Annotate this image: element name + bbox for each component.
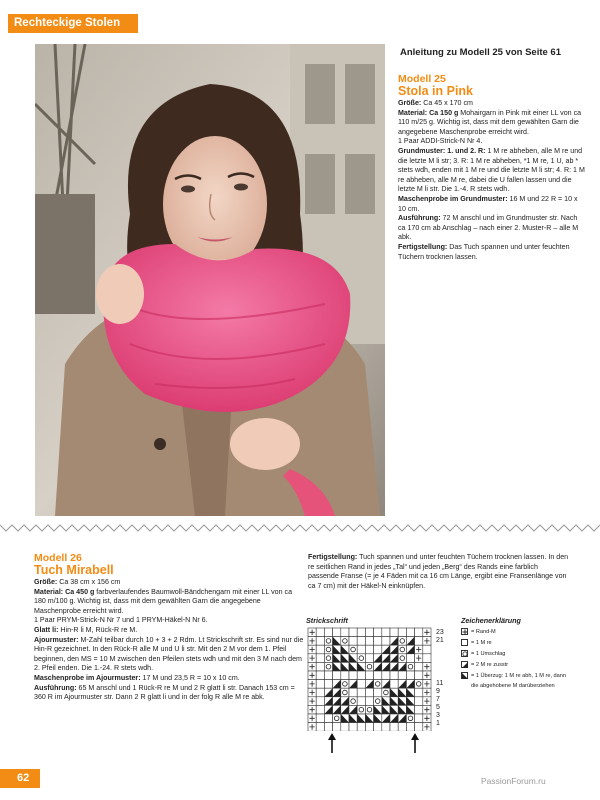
chart-cell <box>374 628 382 637</box>
model26-name: Tuch Mirabell <box>34 563 114 577</box>
chart-cell <box>341 705 349 714</box>
chart-cell <box>382 645 390 654</box>
chart-cell <box>341 654 349 663</box>
chart-cell <box>357 645 365 654</box>
row-label: 5 <box>436 704 440 711</box>
chart-cell <box>308 705 316 714</box>
chart-cell <box>423 697 431 706</box>
model26-number: Modell 26 <box>34 552 82 564</box>
chart-cell <box>390 705 398 714</box>
chart-cell <box>308 645 316 654</box>
chart-cell <box>406 680 414 689</box>
legend-item: = 1 M re <box>461 639 492 647</box>
model26-instructions <box>34 578 304 703</box>
chart-cell <box>349 723 357 731</box>
chart-cell <box>365 688 373 697</box>
legend-item: = 1 Umschlag <box>461 650 505 658</box>
chart-cell <box>357 723 365 731</box>
chart-cell <box>365 662 373 671</box>
chart-cell <box>333 723 341 731</box>
chart-cell <box>324 637 332 646</box>
chart-cell <box>382 662 390 671</box>
chart-cell <box>398 645 406 654</box>
row-label: 23 <box>436 629 444 636</box>
chart-cell <box>308 662 316 671</box>
chart-cell <box>333 680 341 689</box>
chart-cell <box>415 671 423 680</box>
chart-cell <box>382 637 390 646</box>
chart-cell <box>324 628 332 637</box>
chart-cell <box>415 688 423 697</box>
chart-cell <box>349 637 357 646</box>
legend-item: = Rand-M <box>461 628 496 636</box>
chart-cell <box>415 723 423 731</box>
row-label: 7 <box>436 696 440 703</box>
chart-cell <box>365 723 373 731</box>
chart-cell <box>406 628 414 637</box>
chart-cell <box>398 637 406 646</box>
chart-cell <box>390 688 398 697</box>
chart-cell <box>374 637 382 646</box>
chart-cell <box>390 637 398 646</box>
chart-cell <box>382 654 390 663</box>
legend-title: Zeichenerklärung <box>461 616 521 625</box>
chart-cell <box>382 628 390 637</box>
chart-cell <box>333 705 341 714</box>
chart-cell <box>382 714 390 723</box>
chart-cell <box>324 662 332 671</box>
chart-cell <box>316 671 324 680</box>
chart-cell <box>333 628 341 637</box>
chart-cell <box>349 654 357 663</box>
left-triangle-icon <box>461 672 468 679</box>
chart-cell <box>415 662 423 671</box>
chart-cell <box>382 671 390 680</box>
chart-cell <box>349 680 357 689</box>
chart-cell <box>365 697 373 706</box>
chart-cell <box>423 645 431 654</box>
instruction-line: Ajourmuster: M-Zahl teilbar durch 10 + 3 + 2 Rdm. Lt Strickschrift str. Es sind nur die Hin-R gezeichnet. In den Rück-R alle M und U li str. Mit den 2 M vor dem 1. Pfeil beginnen, den MS = 10 M zwischen den Pfeilen stets wdh und mit den 3 M nach dem 2. Pfeil enden. Die 1.-24. R stets wdh. <box>34 635 304 673</box>
chart-cell <box>374 671 382 680</box>
chart-cell <box>349 671 357 680</box>
chart-cell <box>374 645 382 654</box>
chart-cell <box>341 671 349 680</box>
row-label: 21 <box>436 637 444 644</box>
chart-cell <box>398 714 406 723</box>
chart-cell <box>316 680 324 689</box>
chart-cell <box>423 654 431 663</box>
watermark: PassionForum.ru <box>481 776 546 786</box>
chart-cell <box>357 662 365 671</box>
chart-cell <box>308 688 316 697</box>
chart-cell <box>406 662 414 671</box>
instruction-line: Glatt li: Hin-R li M, Rück-R re M. <box>34 625 138 634</box>
instruction-line: Fertigstellung: Das Tuch spannen und unter feuchten Tüchern trocknen lassen. <box>398 242 570 261</box>
chart-cell <box>324 645 332 654</box>
chart-cell <box>398 697 406 706</box>
chart-cell <box>324 680 332 689</box>
chart-cell <box>349 714 357 723</box>
chart-cell <box>374 662 382 671</box>
legend-item: = 2 M re zusstr <box>461 661 508 669</box>
chart-cell <box>341 645 349 654</box>
plus-symbol-icon <box>461 628 468 635</box>
instruction-line: Größe: Ca 45 x 170 cm <box>398 99 473 107</box>
chart-cell <box>349 662 357 671</box>
chart-cell <box>374 688 382 697</box>
model25-instructions <box>398 99 586 262</box>
row-label: 1 <box>436 720 440 727</box>
chart-cell <box>316 714 324 723</box>
chart-cell <box>374 705 382 714</box>
row-label: 11 <box>436 680 444 687</box>
chart-cell <box>415 645 423 654</box>
chart-title: Strickschrift <box>306 616 348 625</box>
chart-cell <box>382 705 390 714</box>
chart-cell <box>357 628 365 637</box>
chart-cell <box>333 671 341 680</box>
chart-cell <box>365 637 373 646</box>
chart-cell <box>324 654 332 663</box>
instruction-line: Ausführung: 72 M anschl und im Grundmuster str. Nach ca 170 cm ab Anschlag – nach einer 2. Muster-R – alle M abk. <box>398 214 579 242</box>
instruction-reference: Anleitung zu Modell 25 von Seite 61 <box>400 47 561 58</box>
chart-cell <box>374 680 382 689</box>
chart-cell <box>415 637 423 646</box>
chart-cell <box>374 723 382 731</box>
chart-cell <box>308 723 316 731</box>
chart-cell <box>365 705 373 714</box>
model25-number: Modell 25 <box>398 73 446 85</box>
chart-cell <box>349 705 357 714</box>
zigzag-divider <box>0 523 600 533</box>
chart-cell <box>415 654 423 663</box>
chart-cell <box>423 714 431 723</box>
chart-cell <box>341 680 349 689</box>
chart-cell <box>365 671 373 680</box>
chart-cell <box>365 714 373 723</box>
chart-cell <box>316 637 324 646</box>
section-tag: Rechteckige Stolen <box>8 14 138 33</box>
chart-cell <box>390 697 398 706</box>
chart-cell <box>341 628 349 637</box>
chart-cell <box>308 654 316 663</box>
chart-cell <box>374 654 382 663</box>
chart-cell <box>357 697 365 706</box>
chart-cell <box>398 723 406 731</box>
chart-cell <box>333 645 341 654</box>
chart-cell <box>324 697 332 706</box>
chart-cell <box>308 671 316 680</box>
chart-cell <box>333 697 341 706</box>
chart-cell <box>390 628 398 637</box>
chart-cell <box>357 688 365 697</box>
chart-cell <box>406 637 414 646</box>
legend-item: = 1 Überzug: 1 M re abh, 1 M re, dann <box>461 672 566 680</box>
instruction-line: Größe: Ca 38 cm x 156 cm <box>34 578 121 586</box>
chart-cell <box>406 688 414 697</box>
chart-cell <box>308 697 316 706</box>
chart-cell <box>382 688 390 697</box>
chart-cell <box>415 705 423 714</box>
chart-cell <box>406 645 414 654</box>
chart-cell <box>374 697 382 706</box>
right-triangle-icon <box>461 661 468 668</box>
chart-cell <box>382 680 390 689</box>
chart-cell <box>415 680 423 689</box>
chart-cell <box>398 688 406 697</box>
row-label: 9 <box>436 688 440 695</box>
chart-cell <box>398 628 406 637</box>
chart-cell <box>333 662 341 671</box>
chart-cell <box>423 637 431 646</box>
chart-cell <box>398 662 406 671</box>
chart-cell <box>406 723 414 731</box>
chart-cell <box>357 654 365 663</box>
chart-cell <box>308 680 316 689</box>
chart-cell <box>423 671 431 680</box>
chart-cell <box>382 723 390 731</box>
chart-cell <box>390 662 398 671</box>
chart-cell <box>423 680 431 689</box>
circle-icon <box>461 650 468 657</box>
chart-cell <box>357 637 365 646</box>
chart-cell <box>333 688 341 697</box>
chart-cell <box>390 645 398 654</box>
chart-cell <box>357 680 365 689</box>
chart-cell <box>324 714 332 723</box>
chart-cell <box>357 671 365 680</box>
chart-cell <box>316 662 324 671</box>
knitting-chart <box>307 627 433 731</box>
chart-cell <box>349 697 357 706</box>
chart-cell <box>398 680 406 689</box>
model-photo <box>35 44 385 516</box>
page-number: 62 <box>0 769 40 788</box>
instruction-line: Grundmuster: 1. und 2. R: 1 M re abheben, alle M re und die letzte M li str; 3. R: 1 M re abheben, *1 M re, 1 U, ab * stets wdh, enden mit 1 M re und die letzte M li str; 4. R: 1 M re abheben, alle M re, dabei die U fallen lassen und die letzte M li str. Die 1.-4. R stets wdh. <box>398 146 585 194</box>
chart-cell <box>316 688 324 697</box>
chart-cell <box>365 645 373 654</box>
chart-cell <box>365 654 373 663</box>
chart-cell <box>382 697 390 706</box>
chart-cell <box>415 697 423 706</box>
instruction-line: Maschenprobe im Grundmuster: 16 M und 22 R = 10 x 10 cm. <box>398 194 578 213</box>
model25-section <box>398 74 586 262</box>
chart-cell <box>390 654 398 663</box>
repeat-arrows <box>326 733 426 755</box>
row-label: 3 <box>436 712 440 719</box>
chart-cell <box>415 628 423 637</box>
empty-square-icon <box>461 639 468 646</box>
chart-cell <box>341 662 349 671</box>
photo-illustration <box>35 44 385 516</box>
model25-name: Stola in Pink <box>398 84 474 98</box>
chart-cell <box>374 714 382 723</box>
chart-cell <box>324 723 332 731</box>
chart-cell <box>415 714 423 723</box>
chart-cell <box>423 688 431 697</box>
instruction-line: 1 Paar ADDI-Strick-N Nr 4. <box>398 137 483 146</box>
chart-cell <box>324 688 332 697</box>
chart-cell <box>341 714 349 723</box>
model26-finishing: Fertigstellung: Tuch spannen und unter feuchten Tüchern trocknen lassen. In den re seitlichen Rand in jedes „Tal“ und jeden „Berg“ des Rands eine farblich passende Franse (= je 4 Fäden mit ca 16 cm Länge, ergibt eine Fransenlänge von ca 7 cm) mit der Häkel-N einknüpfen. <box>308 553 569 590</box>
chart-cell <box>423 705 431 714</box>
chart-cell <box>406 697 414 706</box>
chart-cell <box>316 697 324 706</box>
instruction-line: Material: Ca 150 g Mohairgarn in Pink mit einer LL von ca 110 m/25 g. Wichtig ist, dass mit dem gewählten Garn die angegebene Maschenprobe erreicht wird. <box>398 108 582 136</box>
chart-cell <box>316 645 324 654</box>
chart-cell <box>333 654 341 663</box>
chart-cell <box>406 705 414 714</box>
chart-cell <box>390 680 398 689</box>
chart-cell <box>406 654 414 663</box>
chart-cell <box>308 628 316 637</box>
chart-cell <box>316 654 324 663</box>
arrow-up-icon <box>328 733 336 753</box>
arrow-up-icon <box>411 733 419 753</box>
chart-cell <box>423 628 431 637</box>
chart-cell <box>423 723 431 731</box>
model26-section <box>34 553 304 703</box>
chart-cell <box>365 680 373 689</box>
chart-cell <box>341 723 349 731</box>
chart-cell <box>324 705 332 714</box>
chart-cell <box>316 705 324 714</box>
chart-cell <box>341 637 349 646</box>
chart-cell <box>406 671 414 680</box>
chart-cell <box>316 723 324 731</box>
chart-cell <box>390 723 398 731</box>
chart-cell <box>398 654 406 663</box>
instruction-line: Ausführung: 65 M anschl und 1 Rück-R re M und 2 R glatt li str. Danach 153 cm = 360 R im Ajourmuster str. Dann 2 R glatt li und in der folg R alle M re abk. <box>34 683 295 702</box>
chart-cell <box>341 697 349 706</box>
instruction-line: 1 Paar PRYM-Strick-N Nr 7 und 1 PRYM-Häkel-N Nr 6. <box>34 616 208 625</box>
chart-cell <box>349 645 357 654</box>
chart-cell <box>324 671 332 680</box>
chart-cell <box>406 714 414 723</box>
chart-cell <box>398 705 406 714</box>
chart-cell <box>398 671 406 680</box>
instruction-line: Maschenprobe im Ajourmuster: 17 M und 23,5 R = 10 x 10 cm. <box>34 673 240 682</box>
chart-cell <box>390 714 398 723</box>
chart-cell <box>349 688 357 697</box>
chart-cell <box>365 628 373 637</box>
chart-cell <box>349 628 357 637</box>
chart-cell <box>390 671 398 680</box>
chart-cell <box>357 705 365 714</box>
instruction-line: Material: Ca 450 g farbverlaufendes Baumwoll-Bändchengarn mit einer LL von ca 180 m/100 g. Wichtig ist, dass mit dem gewählten Garn die angegebene Maschenprobe erreicht wird. <box>34 587 293 615</box>
chart-cell <box>341 688 349 697</box>
chart-cell <box>333 714 341 723</box>
chart-cell <box>357 714 365 723</box>
chart-cell <box>308 637 316 646</box>
chart-cell <box>308 714 316 723</box>
legend-item: die abgehobene M darüberziehen <box>471 683 555 689</box>
chart-cell <box>316 628 324 637</box>
chart-cell <box>423 662 431 671</box>
chart-cell <box>333 637 341 646</box>
